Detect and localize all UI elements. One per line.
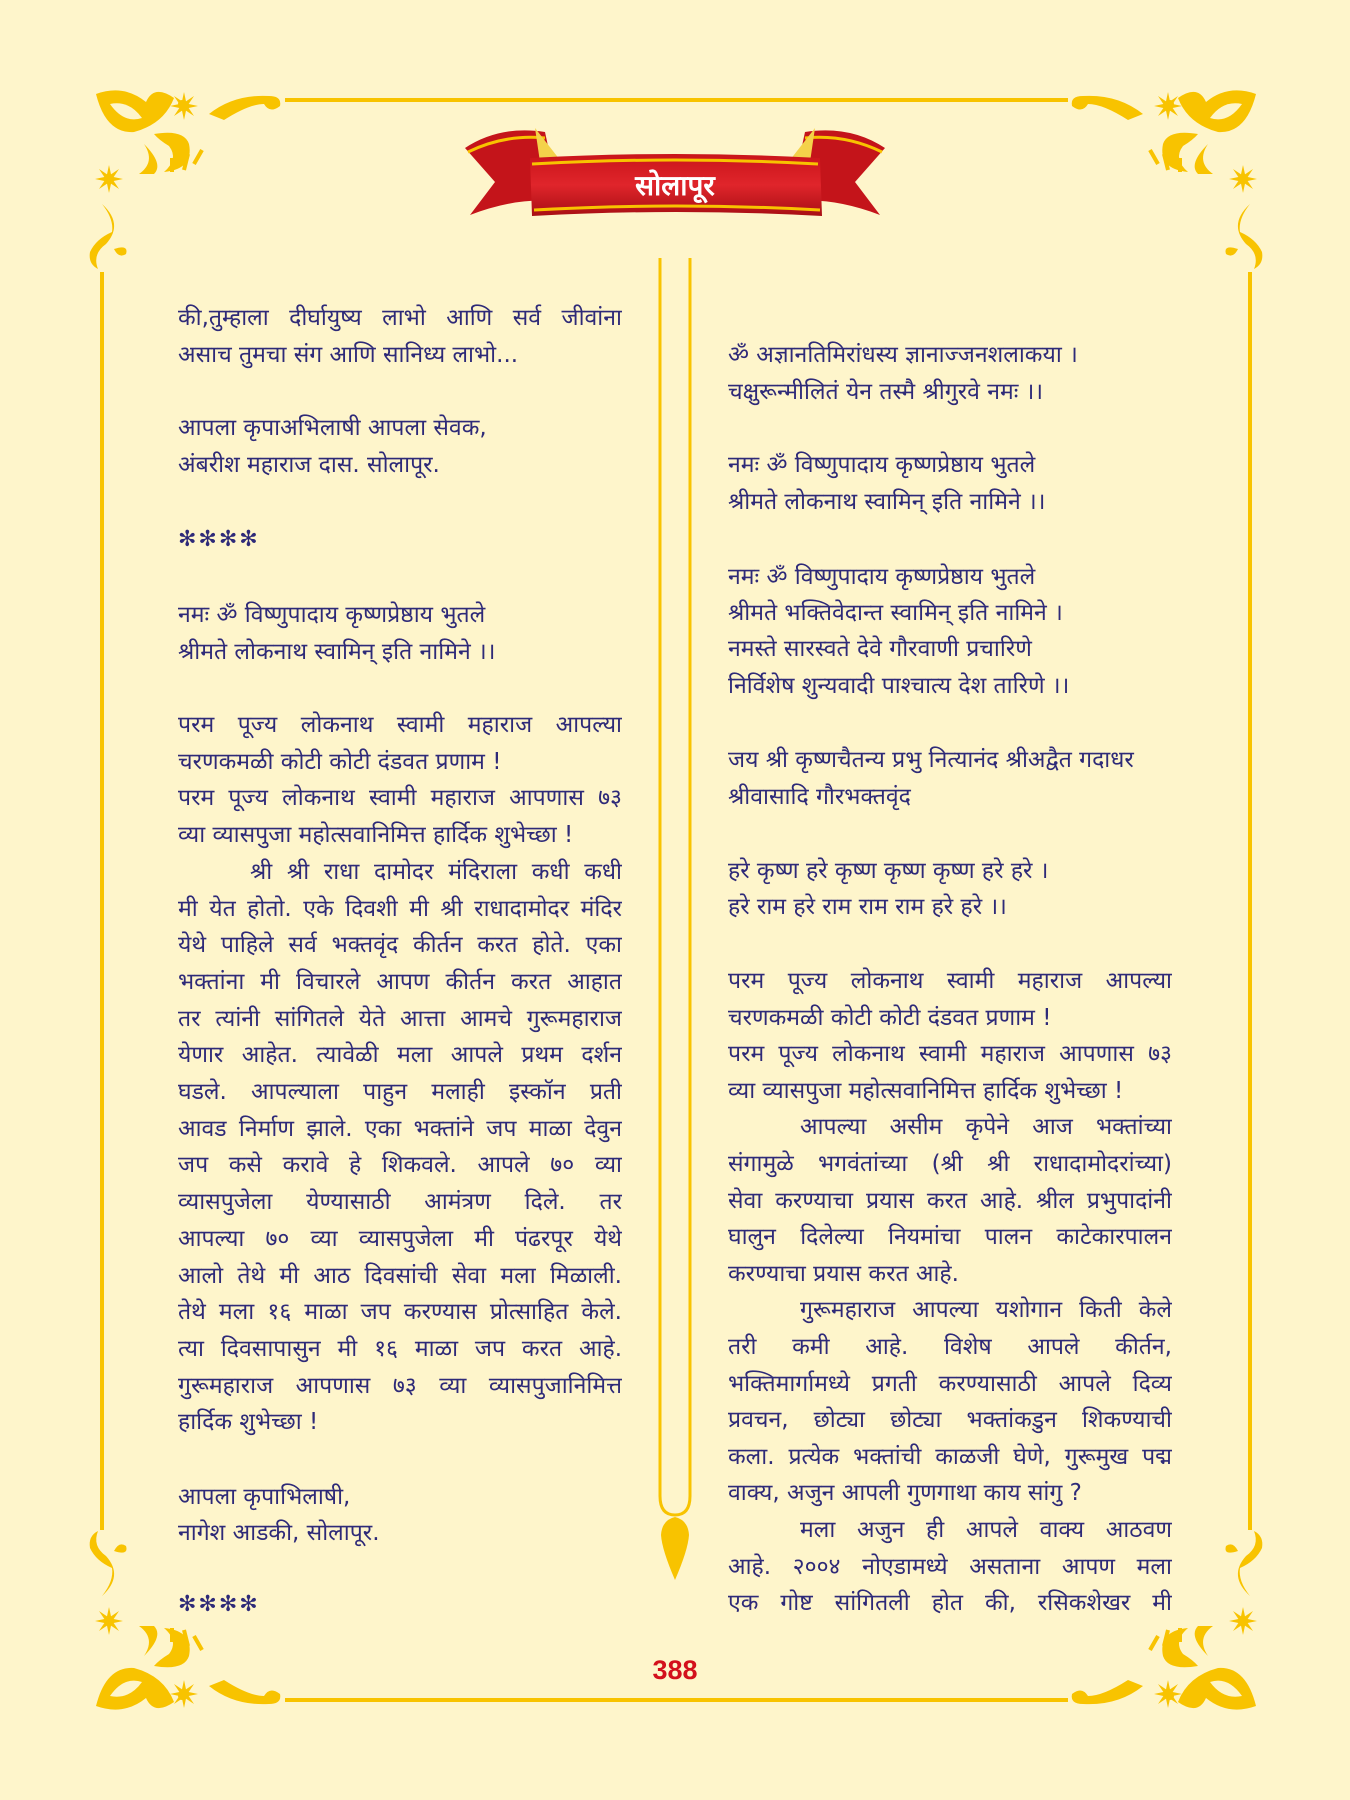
text-line: नमः ॐ विष्णुपादाय कृष्णप्रेष्ठाय भुतले: [178, 602, 486, 628]
text-line: नागेश आडकी, सोलापूर.: [178, 1520, 380, 1546]
text-line: तरी कमी आहे. विशेष आपले कीर्तन,: [728, 1334, 1172, 1360]
text-line: भक्तिमार्गामध्ये प्रगती करण्यासाठी आपले दिव्य: [728, 1370, 1172, 1397]
text-line: व्या व्यासपुजा महोत्सवानिमित्त हार्दिक शुभेच्छा !: [728, 1077, 1124, 1104]
text-line: व्यासपुजेला येण्यासाठी आमंत्रण दिले. तर: [178, 1189, 622, 1216]
text-line: नमः ॐ विष्णुपादाय कृष्णप्रेष्ठाय भुतले: [728, 564, 1036, 590]
text-line: आपला कृपाअभिलाषी आपला सेवक,: [178, 415, 487, 441]
text-line: आहे. २००४ नोएडामध्ये असताना आपण मला: [728, 1553, 1172, 1580]
text-line: भक्तांना मी विचारले आपण कीर्तन करत आहात: [178, 968, 622, 995]
text-line: अंबरीश महाराज दास. सोलापूर.: [178, 452, 440, 478]
text-line: करण्याचा प्रयास करत आहे.: [728, 1260, 959, 1287]
text-line: आपल्या असीम कृपेने आज भक्तांच्या: [800, 1114, 1172, 1141]
section-separator: ✻✻✻✻: [178, 527, 260, 552]
text-line: जप कसे करावे हे शिकवले. आपले ७० व्या: [178, 1152, 622, 1179]
text-line: घडले. आपल्याला पाहुन मलाही इस्कॉन प्रती: [178, 1079, 622, 1105]
text-line: आपला कृपाभिलाषी,: [178, 1484, 351, 1510]
text-line: असाच तुमचा संग आणि सानिध्य लाभो...: [178, 342, 519, 368]
text-line: येथे पाहिले सर्व भक्तवृंद कीर्तन करत होते. एका: [178, 932, 622, 959]
column-divider: [660, 258, 690, 1515]
text-line: चरणकमळी कोटी कोटी दंडवत प्रणाम !: [178, 748, 502, 775]
text-line: मला अजुन ही आपले वाक्य आठवण: [800, 1517, 1172, 1543]
text-line: नमः ॐ विष्णुपादाय कृष्णप्रेष्ठाय भुतले: [728, 452, 1036, 478]
text-line: परम पूज्य लोकनाथ स्वामी महाराज आपल्या: [728, 968, 1172, 994]
text-line: नमस्ते सारस्वते देवे गौरवाणी प्रचारिणे: [728, 636, 1032, 662]
text-line: आवड निर्माण झाले. एका भक्तांने जप माळा देवुन: [178, 1115, 622, 1142]
text-line: चक्षुरून्मीलितं येन तस्मै श्रीगुरवे नमः ।।: [728, 379, 1044, 405]
text-line: घालुन दिलेल्या नियमांचा पालन काटेकारपालन: [728, 1224, 1172, 1251]
section-separator: ✻✻✻✻: [178, 1592, 260, 1617]
text-line: परम पूज्य लोकनाथ स्वामी महाराज आपणास ७३: [178, 785, 622, 812]
text-line: तेथे मला १६ माळा जप करण्यास प्रोत्साहित केले.: [178, 1299, 622, 1326]
text-line: श्री श्री राधा दामोदर मंदिराला कधी कधी: [250, 858, 622, 885]
text-line: त्या दिवसापासुन मी १६ माळा जप करत आहे.: [178, 1335, 622, 1362]
text-line: संगामुळे भगवंतांच्या (श्री श्री राधादामोदरांच्या): [728, 1151, 1172, 1177]
text-line: श्रीमते लोकनाथ स्वामिन् इति नामिने ।।: [178, 639, 496, 665]
text-line: सेवा करण्याचा प्रयास करत आहे. श्रील प्रभुपादांनी: [728, 1187, 1172, 1214]
text-line: प्रवचन, छोट्या छोट्या भक्तांकडुन शिकण्याची: [728, 1407, 1172, 1434]
text-line: एक गोष्ट सांगितली होत की, रसिकशेखर मी: [728, 1590, 1172, 1617]
text-line: तर त्यांनी सांगितले येते आत्ता आमचे गुरूमहाराज: [178, 1005, 622, 1032]
page-number: 388: [652, 1655, 698, 1685]
text-line: निर्विशेष शुन्यवादी पाश्चात्य देश तारिणे ।।: [728, 673, 1070, 699]
text-line: हरे कृष्ण हरे कृष्ण कृष्ण कृष्ण हरे हरे ।: [728, 858, 1049, 884]
text-line: श्रीवासादि गौरभक्तवृंद: [728, 784, 911, 810]
text-line: वाक्य, अजुन आपली गुणगाथा काय सांगु ?: [728, 1480, 1082, 1507]
text-line: गुरूमहाराज आपल्या यशोगान किती केले: [800, 1297, 1172, 1324]
divider-pendant: [661, 1517, 689, 1580]
text-line: आपल्या ७० व्या व्यासपुजेला मी पंढरपूर येथे: [178, 1225, 622, 1252]
text-line: परम पूज्य लोकनाथ स्वामी महाराज आपणास ७३: [728, 1041, 1172, 1068]
text-line: परम पूज्य लोकनाथ स्वामी महाराज आपल्या: [178, 712, 622, 738]
page-title: सोलापूर: [635, 169, 715, 202]
text-line: मी येत होतो. एके दिवशी मी श्री राधादामोदर मंदिर: [178, 895, 622, 922]
text-line: हार्दिक शुभेच्छा !: [178, 1409, 319, 1436]
text-line: की,तुम्हाला दीर्घायुष्य लाभो आणि सर्व जीवांना: [178, 305, 622, 331]
text-line: श्रीमते लोकनाथ स्वामिन् इति नामिने ।।: [728, 489, 1046, 515]
corner-ornament-top-left: [90, 90, 281, 269]
text-line: गुरूमहाराज आपणास ७३ व्या व्यासपुजानिमित्त: [178, 1372, 622, 1399]
text-line: हरे राम हरे राम राम राम हरे हरे ।।: [728, 894, 1007, 920]
text-line: व्या व्यासपुजा महोत्सवानिमित्त हार्दिक शुभेच्छा !: [178, 822, 574, 849]
text-line: आलो तेथे मी आठ दिवसांची सेवा मला मिळाली.: [178, 1262, 622, 1289]
text-line: येणार आहेत. त्यावेळी मला आपले प्रथम दर्शन: [178, 1042, 622, 1069]
text-line: ॐ अज्ञानतिमिरांधस्य ज्ञानाज्जनशलाकया ।: [728, 342, 1078, 368]
corner-ornament-top-right: [1072, 90, 1263, 269]
text-line: चरणकमळी कोटी कोटी दंडवत प्रणाम !: [728, 1004, 1052, 1031]
text-line: जय श्री कृष्णचैतन्य प्रभु नित्यानंद श्रीअद्वैत गदाधर: [728, 747, 1134, 773]
text-line: कला. प्रत्येक भक्तांची काळजी घेणे, गुरूमुख पद्म: [728, 1443, 1172, 1470]
text-line: श्रीमते भक्तिवेदान्त स्वामिन् इति नामिने ।: [728, 600, 1063, 626]
